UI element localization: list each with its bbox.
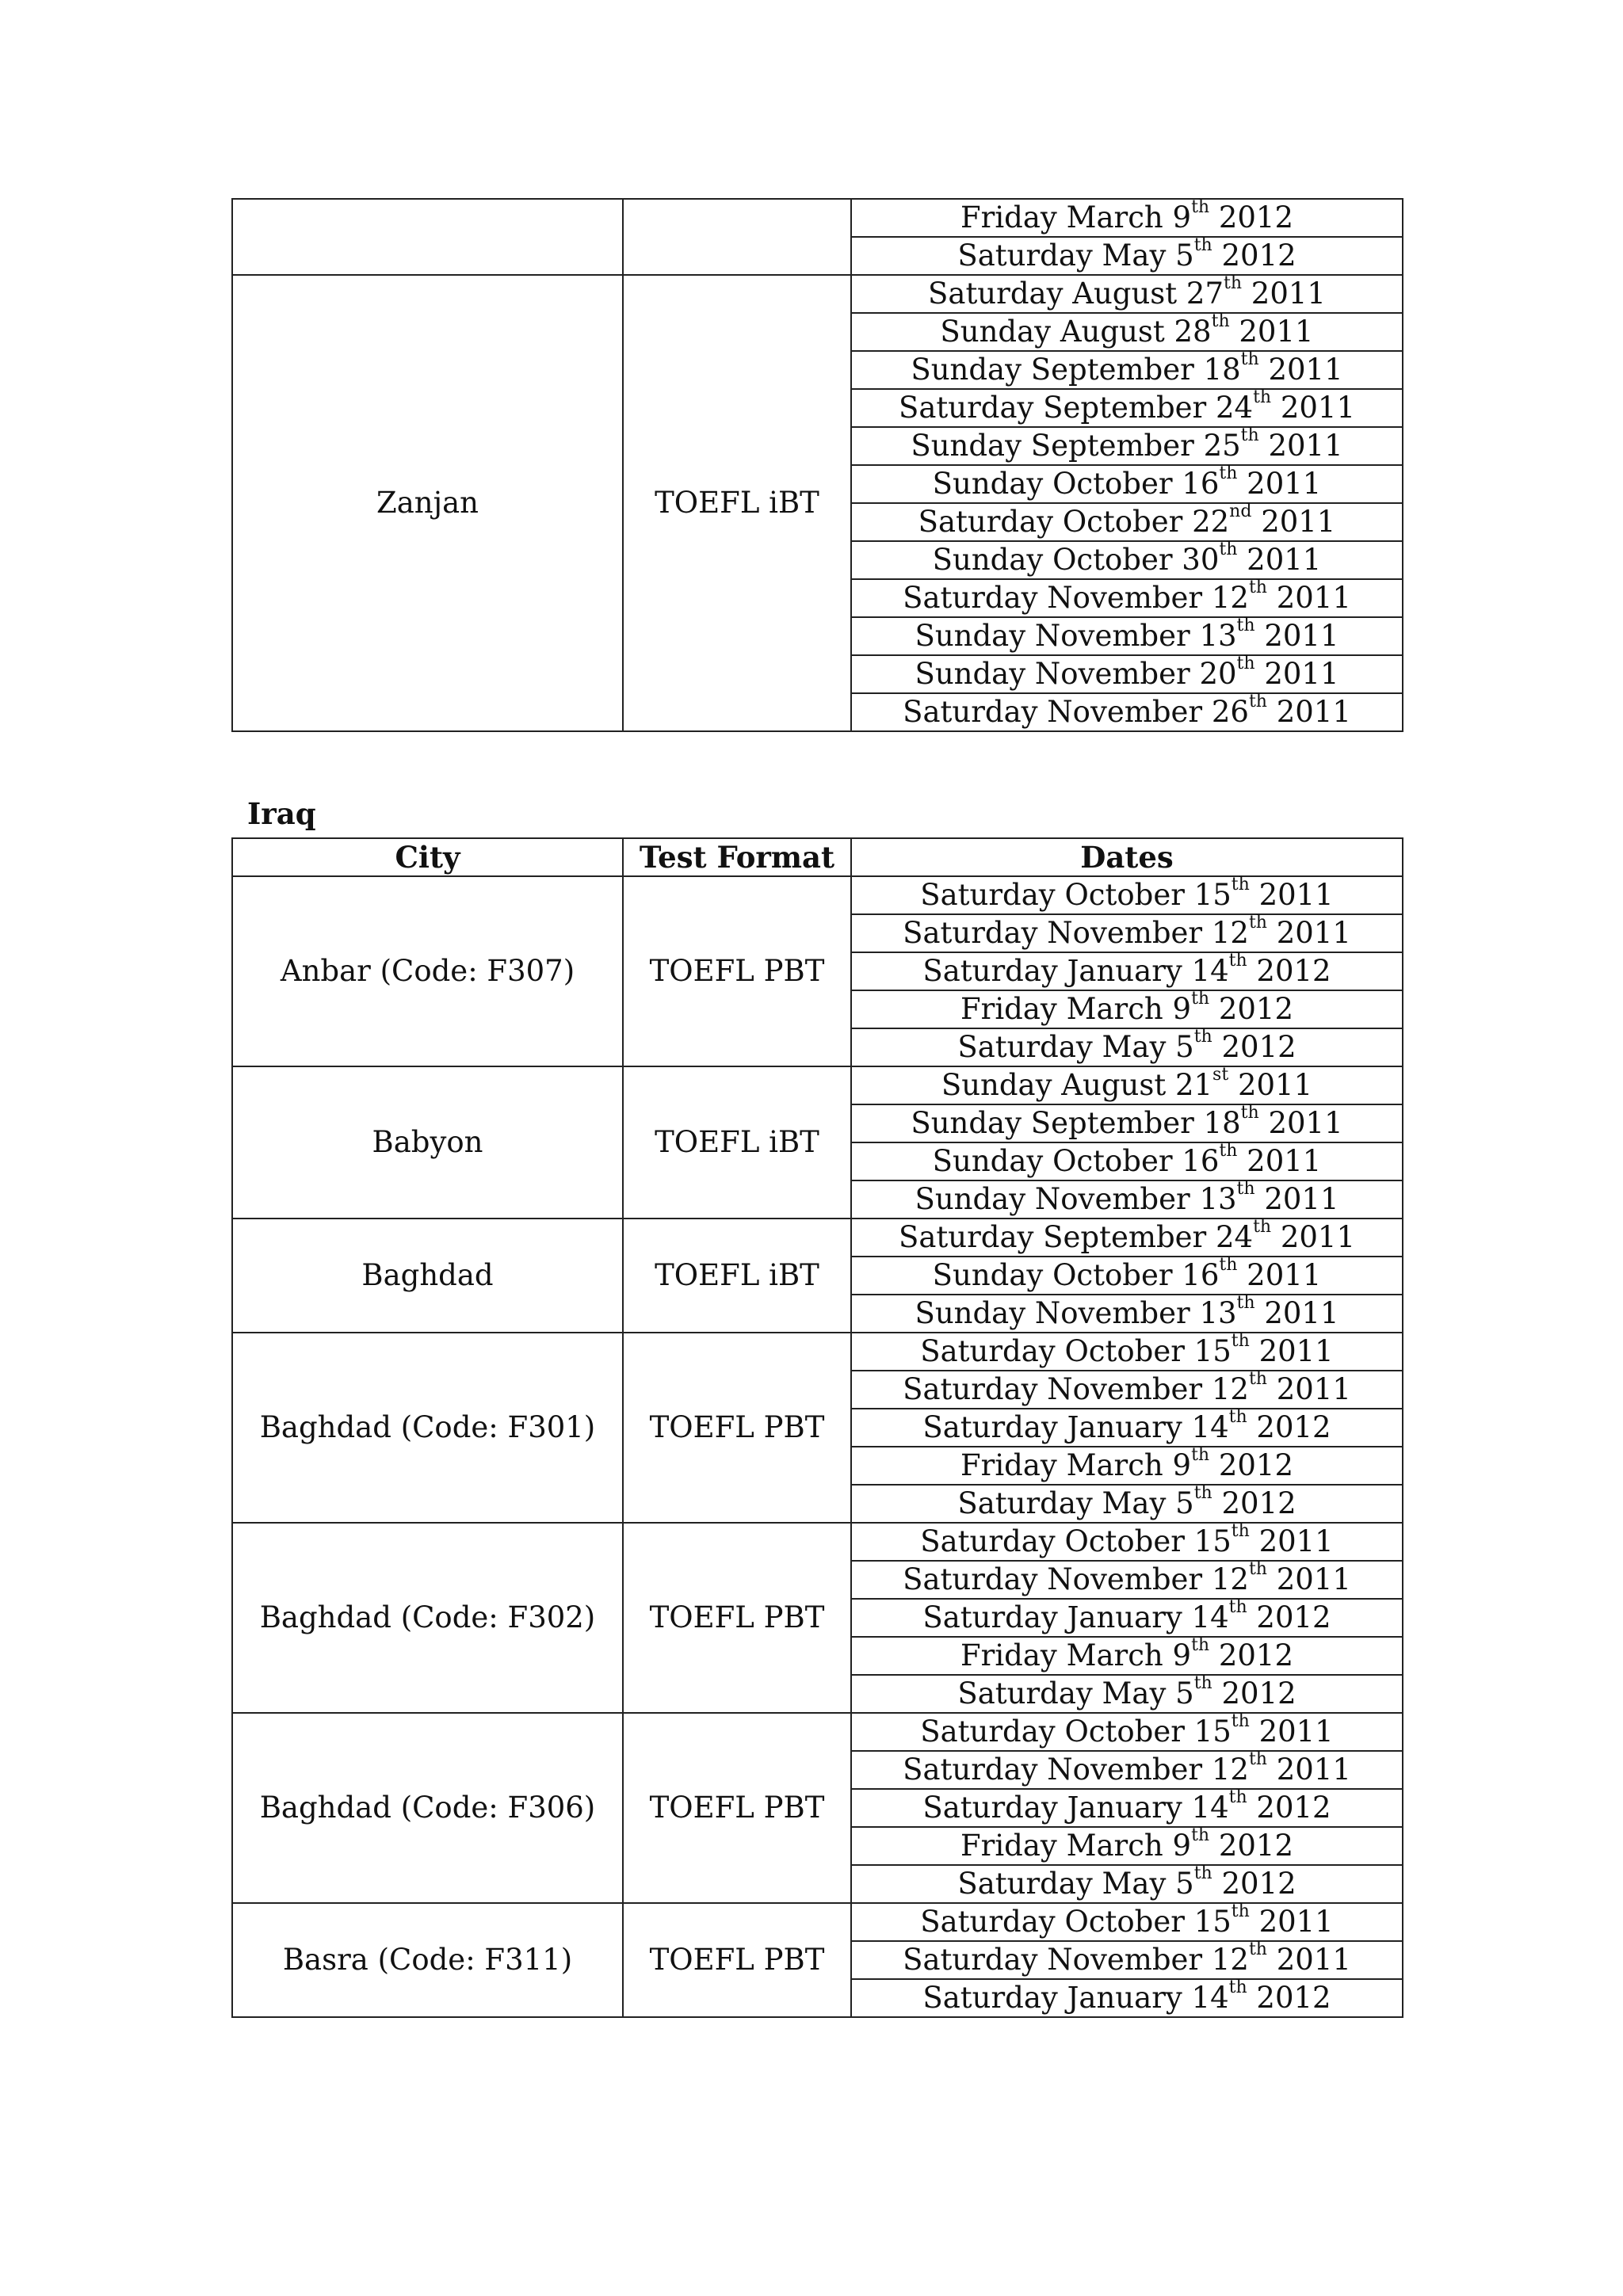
ordinal-suffix: th (1219, 1141, 1238, 1161)
date-day: Friday March 9 (960, 1448, 1192, 1482)
date-year: 2012 (1218, 200, 1294, 235)
iraq-table-header (232, 838, 1403, 876)
date-year: 2011 (1247, 1144, 1322, 1178)
date-year: 2011 (1237, 1068, 1313, 1102)
date-day: Sunday October 16 (932, 1144, 1220, 1178)
date-cell (851, 389, 1403, 427)
date-day: Saturday January 14 (922, 1791, 1229, 1825)
date-day: Saturday November 26 (903, 695, 1249, 729)
date-year: 2011 (1264, 619, 1339, 653)
ordinal-suffix: th (1248, 1369, 1267, 1389)
date-cell (851, 1371, 1403, 1409)
date-year: 2011 (1276, 695, 1351, 729)
date-year: 2011 (1276, 1372, 1351, 1406)
date-year: 2012 (1221, 238, 1296, 273)
date-cell (851, 1523, 1403, 1561)
date-day: Sunday November 20 (915, 657, 1237, 691)
ordinal-suffix: th (1219, 1255, 1238, 1275)
city-cell: Zanjan (232, 275, 623, 731)
date-day: Saturday November 12 (903, 1372, 1249, 1406)
date-cell (851, 1257, 1403, 1295)
date-year: 2011 (1264, 1296, 1339, 1330)
date-day: Saturday May 5 (957, 1867, 1194, 1901)
date-day: Friday March 9 (960, 1638, 1192, 1672)
date-year: 2012 (1221, 1867, 1296, 1901)
table-row (232, 1219, 1403, 1257)
ordinal-suffix: th (1191, 1635, 1210, 1655)
date-year: 2011 (1247, 1258, 1322, 1292)
date-day: Saturday November 12 (903, 1562, 1249, 1596)
date-day: Sunday September 18 (911, 353, 1241, 387)
top-schedule-body (232, 199, 1403, 731)
date-year: 2011 (1276, 1943, 1351, 1977)
ordinal-suffix: th (1231, 1711, 1250, 1731)
ordinal-suffix: th (1224, 273, 1243, 293)
ordinal-suffix: th (1236, 1293, 1255, 1313)
date-year: 2011 (1258, 1334, 1334, 1368)
date-year: 2011 (1258, 1524, 1334, 1558)
ordinal-suffix: th (1240, 425, 1259, 445)
ordinal-suffix: th (1236, 1179, 1255, 1199)
test-format-cell: TOEFL PBT (623, 1903, 851, 2017)
date-year: 2011 (1247, 467, 1322, 501)
city-cell (232, 199, 623, 275)
date-year: 2011 (1276, 581, 1351, 615)
city-cell: Baghdad (Code: F301) (232, 1333, 623, 1523)
date-year: 2011 (1258, 878, 1334, 912)
date-cell (851, 693, 1403, 731)
ordinal-suffix: th (1236, 616, 1255, 635)
ordinal-suffix: th (1231, 1901, 1250, 1921)
date-day: Saturday October 22 (918, 505, 1230, 539)
ordinal-suffix: th (1193, 1483, 1212, 1503)
ordinal-suffix: th (1248, 692, 1267, 711)
date-day: Saturday May 5 (957, 1030, 1194, 1064)
city-cell: Baghdad (Code: F306) (232, 1713, 623, 1903)
date-cell (851, 1599, 1403, 1637)
ordinal-suffix: th (1248, 913, 1267, 933)
date-day: Saturday May 5 (957, 1486, 1194, 1520)
ordinal-suffix: th (1240, 1103, 1259, 1123)
ordinal-suffix: th (1193, 1673, 1212, 1693)
date-cell (851, 313, 1403, 351)
date-year: 2011 (1276, 916, 1351, 950)
date-day: Saturday October 15 (920, 1905, 1232, 1939)
ordinal-suffix: th (1191, 1445, 1210, 1465)
test-format-cell: TOEFL PBT (623, 1523, 851, 1713)
date-cell (851, 427, 1403, 465)
column-header-city: City (232, 838, 623, 876)
ordinal-suffix: th (1228, 1597, 1247, 1617)
date-cell (851, 199, 1403, 237)
date-cell (851, 655, 1403, 693)
ordinal-suffix: th (1228, 1787, 1247, 1807)
date-day: Saturday January 14 (922, 1410, 1229, 1444)
date-year: 2011 (1268, 353, 1343, 387)
date-year: 2011 (1261, 505, 1336, 539)
date-year: 2011 (1239, 315, 1314, 349)
date-cell (851, 579, 1403, 617)
ordinal-suffix: th (1248, 578, 1267, 597)
date-cell (851, 617, 1403, 655)
iraq-schedule-body (232, 876, 1403, 2017)
ordinal-suffix: th (1191, 989, 1210, 1009)
column-header-test-format: Test Format (623, 838, 851, 876)
date-day: Saturday September 24 (898, 1220, 1254, 1254)
ordinal-suffix: th (1253, 1217, 1272, 1237)
header-row (232, 838, 1403, 876)
date-cell (851, 1219, 1403, 1257)
date-day: Sunday October 30 (932, 543, 1220, 577)
date-day: Saturday November 12 (903, 1753, 1249, 1787)
date-day: Sunday August 28 (940, 315, 1212, 349)
city-cell: Anbar (Code: F307) (232, 876, 623, 1066)
test-format-cell: TOEFL iBT (623, 1219, 851, 1333)
date-year: 2011 (1268, 429, 1343, 463)
date-day: Saturday May 5 (957, 238, 1194, 273)
ordinal-suffix: th (1231, 1521, 1250, 1541)
ordinal-suffix: th (1211, 311, 1230, 331)
date-day: Saturday January 14 (922, 1981, 1229, 2015)
date-year: 2011 (1258, 1714, 1334, 1749)
date-day: Friday March 9 (960, 1829, 1192, 1863)
date-year: 2012 (1218, 992, 1294, 1026)
date-cell (851, 1789, 1403, 1827)
date-cell (851, 1865, 1403, 1903)
date-cell (851, 1751, 1403, 1789)
date-cell (851, 465, 1403, 503)
date-cell (851, 1827, 1403, 1865)
ordinal-suffix: th (1219, 463, 1238, 483)
date-cell (851, 1028, 1403, 1066)
city-cell: Baghdad (Code: F302) (232, 1523, 623, 1713)
test-format-cell: TOEFL iBT (623, 1066, 851, 1219)
date-cell (851, 1142, 1403, 1180)
date-cell (851, 1104, 1403, 1142)
date-year: 2012 (1218, 1829, 1294, 1863)
date-year: 2011 (1280, 391, 1356, 425)
date-year: 2011 (1247, 543, 1322, 577)
date-cell (851, 952, 1403, 990)
date-cell (851, 1295, 1403, 1333)
date-day: Saturday November 12 (903, 581, 1249, 615)
date-day: Saturday May 5 (957, 1676, 1194, 1711)
date-year: 2011 (1251, 277, 1326, 311)
date-year: 2011 (1280, 1220, 1356, 1254)
table-row (232, 1903, 1403, 1941)
ordinal-suffix: th (1248, 1749, 1267, 1769)
date-day: Sunday August 21 (941, 1068, 1213, 1102)
date-day: Saturday January 14 (922, 1600, 1229, 1634)
ordinal-suffix: th (1248, 1559, 1267, 1579)
city-cell: Babyon (232, 1066, 623, 1219)
date-year: 2012 (1221, 1486, 1296, 1520)
date-day: Sunday November 13 (915, 1296, 1237, 1330)
test-format-cell: TOEFL iBT (623, 275, 851, 731)
table-row (232, 199, 1403, 237)
date-cell (851, 1409, 1403, 1447)
date-year: 2012 (1256, 1981, 1331, 2015)
date-day: Sunday October 16 (932, 467, 1220, 501)
date-year: 2012 (1218, 1448, 1294, 1482)
city-cell: Basra (Code: F311) (232, 1903, 623, 2017)
table-row (232, 1713, 1403, 1751)
ordinal-suffix: th (1191, 1825, 1210, 1845)
ordinal-suffix: th (1193, 1027, 1212, 1047)
ordinal-suffix: th (1236, 654, 1255, 673)
ordinal-suffix: th (1240, 349, 1259, 369)
ordinal-suffix: st (1212, 1065, 1229, 1085)
test-format-cell: TOEFL PBT (623, 1333, 851, 1523)
table-row (232, 1333, 1403, 1371)
date-cell (851, 237, 1403, 275)
test-format-cell (623, 199, 851, 275)
date-cell (851, 1333, 1403, 1371)
ordinal-suffix: th (1228, 1978, 1247, 1997)
ordinal-suffix: th (1193, 1863, 1212, 1883)
date-day: Friday March 9 (960, 200, 1192, 235)
date-cell (851, 990, 1403, 1028)
date-cell (851, 1485, 1403, 1523)
table-row (232, 1066, 1403, 1104)
date-day: Saturday September 24 (898, 391, 1254, 425)
date-day: Friday March 9 (960, 992, 1192, 1026)
date-cell (851, 1066, 1403, 1104)
date-cell (851, 1941, 1403, 1979)
date-year: 2012 (1221, 1676, 1296, 1711)
ordinal-suffix: th (1191, 197, 1210, 217)
date-day: Saturday October 15 (920, 878, 1232, 912)
date-cell (851, 914, 1403, 952)
date-day: Sunday November 13 (915, 619, 1237, 653)
ordinal-suffix: th (1253, 387, 1272, 407)
date-day: Sunday October 16 (932, 1258, 1220, 1292)
date-cell (851, 1675, 1403, 1713)
date-day: Saturday January 14 (922, 954, 1229, 988)
iraq-schedule-table (231, 837, 1403, 2018)
date-cell (851, 1979, 1403, 2017)
ordinal-suffix: th (1228, 951, 1247, 971)
date-year: 2012 (1256, 1600, 1331, 1634)
date-cell (851, 1180, 1403, 1219)
date-year: 2012 (1218, 1638, 1294, 1672)
date-year: 2011 (1264, 657, 1339, 691)
section-heading-iraq: Iraq (247, 796, 316, 831)
date-day: Saturday October 15 (920, 1334, 1232, 1368)
date-day: Saturday August 27 (928, 277, 1224, 311)
date-cell (851, 876, 1403, 914)
test-format-cell: TOEFL PBT (623, 1713, 851, 1903)
date-day: Sunday November 13 (915, 1182, 1237, 1216)
table-row (232, 876, 1403, 914)
date-cell (851, 541, 1403, 579)
date-cell (851, 275, 1403, 313)
date-day: Sunday September 18 (911, 1106, 1241, 1140)
ordinal-suffix: th (1231, 875, 1250, 894)
ordinal-suffix: th (1219, 540, 1238, 559)
ordinal-suffix: th (1248, 1939, 1267, 1959)
ordinal-suffix: th (1231, 1331, 1250, 1351)
ordinal-suffix: th (1193, 235, 1212, 255)
column-header-dates: Dates (851, 838, 1403, 876)
date-year: 2012 (1256, 954, 1331, 988)
city-cell: Baghdad (232, 1219, 623, 1333)
date-day: Saturday November 12 (903, 916, 1249, 950)
date-year: 2012 (1221, 1030, 1296, 1064)
date-day: Saturday November 12 (903, 1943, 1249, 1977)
date-year: 2011 (1264, 1182, 1339, 1216)
date-year: 2011 (1276, 1753, 1351, 1787)
date-cell (851, 351, 1403, 389)
top-schedule-table (231, 198, 1403, 732)
date-year: 2012 (1256, 1791, 1331, 1825)
date-year: 2011 (1258, 1905, 1334, 1939)
date-cell (851, 503, 1403, 541)
date-cell (851, 1637, 1403, 1675)
date-day: Sunday September 25 (911, 429, 1241, 463)
ordinal-suffix: nd (1229, 502, 1252, 521)
date-year: 2011 (1268, 1106, 1343, 1140)
table-row (232, 1523, 1403, 1561)
date-day: Saturday October 15 (920, 1524, 1232, 1558)
date-year: 2012 (1256, 1410, 1331, 1444)
date-cell (851, 1561, 1403, 1599)
date-cell (851, 1447, 1403, 1485)
ordinal-suffix: th (1228, 1407, 1247, 1427)
date-cell (851, 1903, 1403, 1941)
date-cell (851, 1713, 1403, 1751)
test-format-cell: TOEFL PBT (623, 876, 851, 1066)
date-year: 2011 (1276, 1562, 1351, 1596)
date-day: Saturday October 15 (920, 1714, 1232, 1749)
table-row (232, 275, 1403, 313)
